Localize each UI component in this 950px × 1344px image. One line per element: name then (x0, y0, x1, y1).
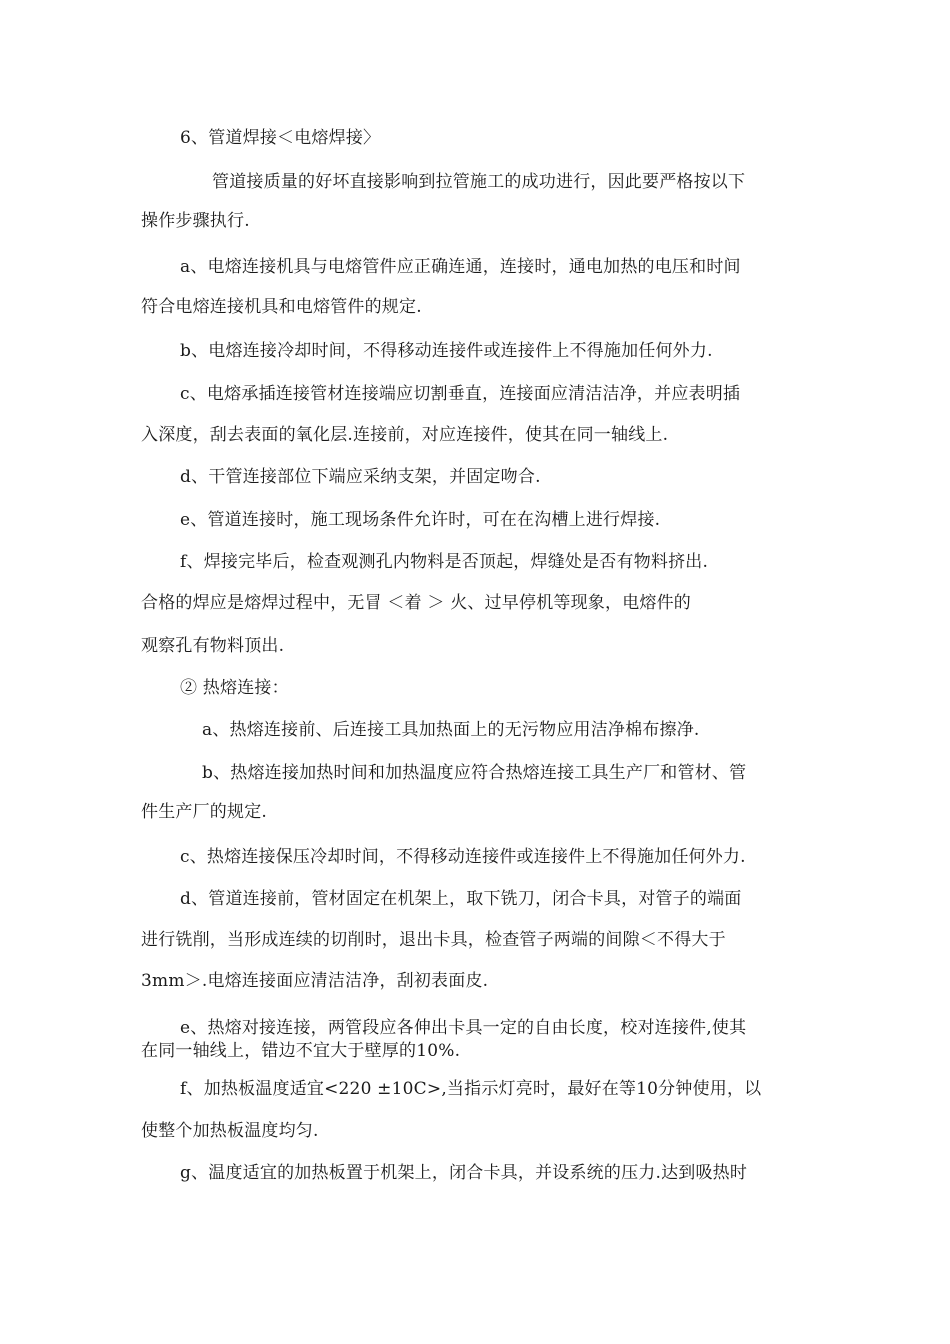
paragraph-line: d、干管连接部位下端应采纳支架，并固定吻合. (180, 467, 541, 487)
paragraph-line: 合格的焊应是熔焊过程中，无冒 ＜着 ＞ 火、过早停机等现象，电熔件的 (141, 593, 692, 613)
paragraph-line: 观察孔有物料顶出. (141, 636, 285, 656)
paragraph-line: e、热熔对接连接，两管段应各伸出卡具一定的自由长度，校对连接件,使其 (180, 1018, 747, 1038)
paragraph-line: a、热熔连接前、后连接工具加热面上的无污物应用洁净棉布擦净. (202, 720, 700, 740)
paragraph-line: 入深度，刮去表面的氧化层.连接前，对应连接件，使其在同一轴线上. (141, 425, 669, 445)
paragraph-line: 操作步骤执行. (141, 211, 250, 231)
paragraph-line: 在同一轴线上，错边不宜大于壁厚的10%. (141, 1041, 461, 1061)
subsection-heading: ② 热熔连接： (180, 678, 289, 698)
paragraph-line: d、管道连接前，管材固定在机架上，取下铣刀，闭合卡具，对管子的端面 (180, 889, 742, 909)
section-heading: 6、管道焊接＜电熔焊接〉 (180, 128, 381, 148)
paragraph-line: b、热熔连接加热时间和加热温度应符合热熔连接工具生产厂和管材、管 (202, 763, 747, 783)
paragraph-line: 3mm＞.电熔连接面应清洁洁净，刮初表面皮. (141, 971, 489, 991)
paragraph-line: 符合电熔连接机具和电熔管件的规定. (141, 297, 422, 317)
paragraph-line: c、电熔承插连接管材连接端应切割垂直，连接面应清洁洁净，并应表明插 (180, 384, 741, 404)
paragraph-line: 进行铣削，当形成连续的切削时，退出卡具，检查管子两端的间隙＜不得大于 (141, 930, 726, 950)
paragraph-line: f、加热板温度适宜<220 ±10C>,当指示灯亮时，最好在等10分钟使用，以 (180, 1079, 762, 1099)
paragraph-line: 件生产厂的规定. (141, 802, 268, 822)
paragraph-line: a、电熔连接机具与电熔管件应正确连通，连接时，通电加热的电压和时间 (180, 257, 741, 277)
paragraph-line: b、电熔连接冷却时间，不得移动连接件或连接件上不得施加任何外力. (180, 341, 713, 361)
paragraph-line: f、焊接完毕后，检查观测孔内物料是否顶起，焊缝处是否有物料挤出. (180, 552, 709, 572)
paragraph-line: g、温度适宜的加热板置于机架上，闭合卡具，并设系统的压力.达到吸热时 (180, 1163, 748, 1183)
paragraph-line: 管道接质量的好坏直接影响到拉管施工的成功进行，因此要严格按以下 (212, 172, 746, 192)
paragraph-line: 使整个加热板温度均匀. (141, 1121, 319, 1141)
paragraph-line: e、管道连接时，施工现场条件允许时，可在在沟槽上进行焊接. (180, 510, 661, 530)
paragraph-line: c、热熔连接保压冷却时间，不得移动连接件或连接件上不得施加任何外力. (180, 847, 746, 867)
